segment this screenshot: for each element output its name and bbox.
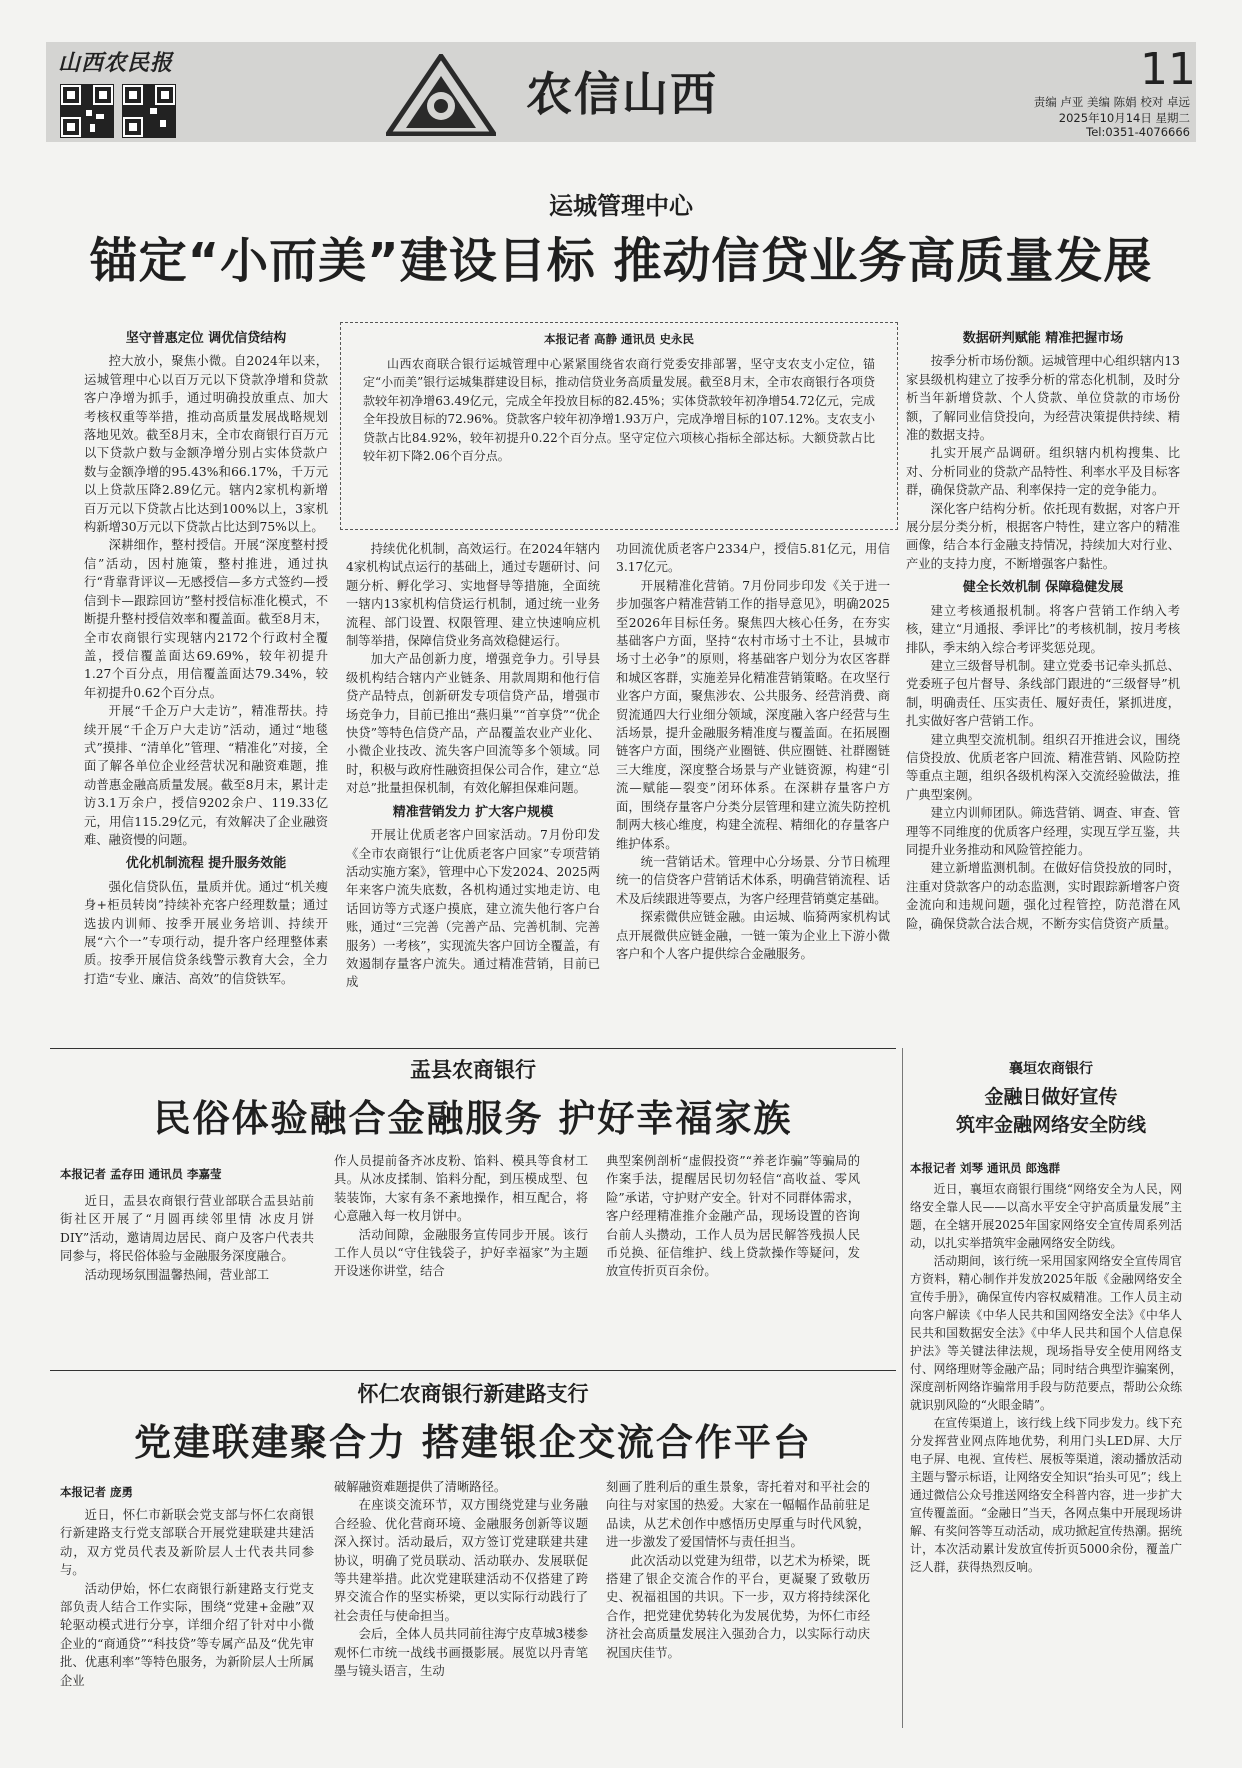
paragraph: 活动伊始，怀仁农商银行新建路支行党支部负责人结合工作实际，围绕“党建+金融”双轮驱动模式进行分享，详细介绍了针对中小微企业的“商通贷”“科技贷”等专属产品及“优先审批、优惠利率”等特色服务，为新阶层人士所属企业 — [60, 1581, 314, 1688]
paragraph: 建立考核通报机制。将客户营销工作纳入考核，建立“月通报、季评比”的考核机制，按月考核排队，季末纳入综合考评奖惩兑现。 — [906, 603, 1180, 655]
paragraph: 会后，全体人员共同前往海宁皮草城3楼参观怀仁市统一战线书画摄影展。展览以丹青笔墨与镜头语言，生动 — [334, 1627, 588, 1679]
paragraph: 控大放小，聚焦小微。自2024年以来，运城管理中心以百万元以下贷款净增和贷款客户净增为抓手，通过明确投放重点、加大考核权重等举措，推动高质量发展战略规划落地见效。截至8月末，全市农商银行百万元以下贷款户数与金额净增分别占实体贷款户数与金额净增的95.43%和66.17%，千万元以上贷款压降2.89亿元。辖内2家机构新增百万元以下贷款占比达到100%以上，3家机构新增30万元以下贷款占比达到75%以上。 — [84, 354, 328, 535]
story3-kicker: 怀仁农商银行新建路支行 — [357, 1381, 589, 1406]
paragraph: 刻画了胜利后的重生景象，寄托着对和平社会的向往与对家国的热爱。大家在一幅幅作品前驻足品读，从艺术创作中感悟历史厚重与时代风貌，进一步激发了爱国情怀与责任担当。 — [606, 1480, 870, 1550]
page-number: 11 — [1140, 44, 1196, 95]
story1-byline: 本报记者 高静 通讯员 史永民 — [543, 332, 694, 346]
paragraph: 破解融资难题提供了清晰路径。 — [334, 1480, 507, 1494]
issue-date: 2025年10月14日 星期二 — [1058, 111, 1190, 125]
qr-code-icon — [122, 84, 176, 138]
story3-column-2 — [334, 1478, 588, 1680]
section-divider — [50, 1048, 896, 1049]
paragraph: 开展让优质老客户回家活动。7月份印发《全市农商银行“让优质老客户回家”专项营销活动实施方案》，管理中心下发2024、2025两年来客户流失底数，各机构通过实地走访、电话回访等方式逐户摸底，建立流失他行客户台账，通过“三完善（完善产品、完善机制、完善服务）一考核”，实现流失客户回访全覆盖，有效遏制存量客户流失。通过精准营销，目前已成 — [346, 828, 600, 990]
subheading: 健全长效机制 保障稳健发展 — [962, 580, 1124, 596]
story1-headline: 锚定“小而美”建设目标 推动信贷业务高质量发展 — [89, 233, 1153, 289]
masthead — [46, 42, 1196, 142]
column-divider — [902, 1048, 903, 1728]
paragraph: 在宣传渠道上，该行线上线下同步发力。线下充分发挥营业网点阵地优势，利用门头LED屏、大厅电子屏、电视、宣传栏、展板等渠道，滚动播放活动主题与警示标语，让网络安全知识“抬头可见”；线上通过微信公众号推送网络安全科普内容，进一步扩大宣传覆盖面。“金融日”当天，各网点集中开展现场讲解、有奖问答等互动活动，成功掀起宣传热潮。据统计，本次活动累计发放宣传折页5000余份，覆盖广泛人群，获得热烈反响。 — [910, 1416, 1182, 1574]
contact-tel: Tel:0351-4076666 — [1086, 125, 1190, 139]
paragraph: 作人员提前备齐冰皮粉、馅料、模具等食材工具。从冰皮揉制、馅料分配，到压模成型、包装装饰，大家有条不紊地操作，相互配合，将心意融入每一枚月饼中。 — [334, 1154, 588, 1224]
paragraph: 扎实开展产品调研。组织辖内机构搜集、比对、分析同业的贷款产品特性、利率水平及目标客群，确保贷款产品、利率保持一定的竞争能力。 — [906, 446, 1180, 498]
story3-column-1 — [60, 1506, 314, 1690]
story4-headline-line-2: 筑牢金融网络安全防线 — [955, 1114, 1146, 1136]
story2-column-2 — [334, 1152, 588, 1281]
story1-column-4 — [906, 330, 1180, 933]
paragraph: 建立内训师团队。筛选营销、调查、审查、管理等不同维度的优质客户经理，实现互学互鉴，共同提升业务推动和风险管控能力。 — [906, 806, 1180, 857]
qr-code-icon — [60, 84, 114, 138]
paragraph: 深化客户结构分析。依托现有数据，对客户开展分层分类分析，根据客户特性，建立客户的精准画像，结合本行金融支持情况，持续加大对行业、产业的支持力度，不断增强客户黏性。 — [906, 501, 1180, 571]
story4-headline-line-1: 金融日做好宣传 — [984, 1086, 1118, 1108]
paragraph: 加大产品创新力度，增强竞争力。引导县级机构结合辖内产业链条、用款周期和他行信贷产品特点，创新研发专项信贷产品，增强市场竞争力，目前已推出“燕归巢”“首享贷”“优企快贷”等特色信贷产品，产品覆盖农业产业化、小微企业技改、流失客户回流等多个领域。同时，积极与政府性融资担保公司合作，建立“总对总”批量担保机制，有效化解担保难问题。 — [346, 652, 600, 796]
subheading: 坚守普惠定位 调优信贷结构 — [125, 331, 287, 346]
story4-byline: 本报记者 刘琴 通讯员 郎逸群 — [910, 1161, 1061, 1175]
paragraph: 统一营销话术。管理中心分场景、分节日梳理统一的信贷客户营销话术体系，明确营销流程、话术及后续跟进等要点，为客户经理营销奠定基础。 — [616, 854, 890, 906]
story2-byline: 本报记者 孟存田 通讯员 李嘉莹 — [60, 1167, 222, 1181]
story1-column-1 — [84, 330, 328, 988]
paragraph: 强化信贷队伍，量质并优。通过“机关瘦身+柜员转岗”持续补充客户经理数量；通过选拔内训师、按季开展业务培训、持续开展“六个一”专项行动，提升客户经理整体素质。按季开展信贷条线警示教育大会，全力打造“专业、廉洁、高效”的信贷铁军。 — [84, 879, 328, 986]
story3-byline: 本报记者 庞勇 — [60, 1485, 134, 1499]
subheading: 数据研判赋能 精准把握市场 — [962, 331, 1124, 346]
story4-kicker: 襄垣农商银行 — [1009, 1061, 1093, 1077]
story3-column-3 — [606, 1478, 870, 1662]
paragraph: 建立三级督导机制。建立党委书记牵头抓总、党委班子包片督导、条线部门跟进的“三级督导”机制，明确责任、压实责任、履好责任，紧抓进度，扎实做好客户营销工作。 — [906, 658, 1180, 729]
story1-kicker: 运城管理中心 — [549, 191, 693, 220]
story1-lead: 山西农商联合银行运城管理中心紧紧围绕省农商行党委安排部署，坚守支农支小定位，锚定“小而美”银行运城集群建设目标，推动信贷业务高质量发展。截至8月末，全市农商银行各项贷款较年初净增63.49亿元，完成全年投放目标的82.45%；实体贷款较年初净增54.72亿元，完成全年投放目标的72.96%。贷款客户较年初净增1.93万户，完成净增目标的107.12%。支农支小贷款占比84.92%，较年初提升0.22个百分点。坚守定位六项核心指标全部达标。大额贷款占比较年初下降2.06个百分点。 — [363, 357, 875, 464]
rural-credit-logo-icon — [386, 54, 496, 136]
section-divider — [50, 1370, 896, 1371]
section-title: 农信山西 — [526, 67, 718, 121]
paragraph: 探索微供应链金融。由运城、临猗两家机构试点开展微供应链金融，一链一策为企业上下游小微客户和个人客户提供综合金融服务。 — [616, 910, 890, 961]
subheading: 优化机制流程 提升服务效能 — [125, 856, 287, 872]
subheading: 精准营销发力 扩大客户规模 — [392, 804, 554, 820]
paper-name-logo: 山西农民报 — [58, 50, 174, 76]
paragraph: 活动期间，该行统一采用国家网络安全宣传周官方资料，精心制作并发放2025年版《金融网络安全宣传手册》，确保宣传内容权威精准。工作人员主动向客户解读《中华人民共和国网络安全法》《中华人民共和国数据安全法》《中华人民共和国个人信息保护法》等关键法律法规，现场指导安全使用网络支付、网络理财等金融产品；同时结合典型诈骗案例，深度剖析网络诈骗常用手段与防范要点，帮助公众练就识别风险的“火眼金睛”。 — [910, 1254, 1182, 1412]
paragraph: 活动现场氛围温馨热闹，营业部工 — [84, 1267, 270, 1282]
story2-column-1 — [60, 1192, 314, 1284]
paragraph: 活动间隙，金融服务宣传同步开展。该行工作人员以“守住钱袋子，护好幸福家”为主题开设迷你讲堂，结合 — [334, 1227, 588, 1279]
paragraph: 在座谈交流环节，双方围绕党建与业务融合经验、优化营商环境、金融服务创新等议题深入探讨。活动最后，双方签订党建联建共建协议，明确了党员联动、活动联办、发展联促等共建举措。此次党建联建活动不仅搭建了跨界交流合作的坚实桥梁，更以实际行动践行了社会责任与使命担当。 — [334, 1498, 588, 1623]
paragraph: 典型案例剖析“虚假投资”“养老诈骗”等骗局的作案手法，提醒居民切勿轻信“高收益、零风险”承诺，守护财产安全。针对不同群体需求，客户经理精准推介金融产品，现场设置的咨询台前人头攒动，工作人员为居民解答残损人民币兑换、征信维护、线上贷款操作等疑问，发放宣传折页百余份。 — [606, 1154, 860, 1279]
story4-body — [910, 1180, 1182, 1576]
story2-headline: 民俗体验融合金融服务 护好幸福家族 — [153, 1097, 793, 1140]
paragraph: 深耕细作，整村授信。开展“深度整村授信”活动，因村施策，整村推进，通过执行“背靠背评议—无感授信—多方式签约—授信到卡—跟踪回访”整村授信标准化模式，不断提升整村授信效率和覆盖面。截至8月末，全市农商银行实现辖内2172个行政村全覆盖，授信覆盖面达69.69%，较年初提升1.27个百分点，用信覆盖面达79.34%，较年初提升0.62个百分点。 — [84, 538, 328, 700]
paragraph: 按季分析市场份额。运城管理中心组织辖内13家县级机构建立了按季分析的常态化机制，及时分析当年新增贷款、个人贷款、单位贷款的市场份额，了解同业信贷投向，为经营决策提供持续、精准的数据支持。 — [906, 354, 1180, 443]
paragraph: 近日，怀仁市新联会党支部与怀仁农商银行新建路支行党支部联合开展党建联建共建活动，双方党员代表及新阶层人士代表共同参与。 — [60, 1508, 314, 1578]
paragraph: 建立新增监测机制。在做好信贷投放的同时，注重对贷款客户的动态监测，实时跟踪新增客户资金流向和违规问题，强化过程管控，防范潜在风险，确保贷款合法合规，不断夯实信贷资产质量。 — [906, 861, 1180, 931]
story2-column-3 — [606, 1152, 860, 1281]
paragraph: 此次活动以党建为纽带，以艺术为桥梁，既搭建了银企交流合作的平台，更凝聚了致敬历史、祝福祖国的共识。下一步，双方将持续深化合作，把党建优势转化为发展优势，为怀仁市经济社会高质量发展注入强劲合力，以实际行动庆祝国庆佳节。 — [606, 1553, 870, 1660]
paragraph: 近日，襄垣农商银行围绕“网络安全为人民，网络安全靠人民——以高水平安全守护高质量发展”主题，在全辖开展2025年国家网络安全宣传周系列活动，以扎实举措筑牢金融网络安全防线。 — [910, 1182, 1182, 1250]
paragraph: 建立典型交流机制。组织召开推进会议，围绕信贷投放、优质老客户回流、精准营销、风险防控等重点主题，组织各级机构深入交流经验做法，推广典型案例。 — [906, 732, 1180, 802]
story3-headline: 党建联建聚合力 搭建银企交流合作平台 — [134, 1421, 812, 1464]
story1-column-3 — [616, 540, 890, 963]
paragraph: 开展精准化营销。7月份同步印发《关于进一步加强客户精准营销工作的指导意见》，明确2025至2026年目标任务。聚焦四大核心任务，在夯实基础客户方面，坚持“农村市场寸土不让，县城市场寸土必争”的原则，将基础客户划分为农区客群和城区客群，实施差异化精准营销策略。在攻坚行业客户方面，聚焦涉农、公共服务、经营消费、商贸流通四大行业细分领域，深度融入客户经营与生活场景，提升金融服务精准度与覆盖面。在拓展圈链客户方面，围绕产业圈链、供应圈链、社群圈链三大维度，深度整合场景与产业链资源，构建“引流—赋能—裂变”闭环体系。在深耕存量客户方面，围绕存量客户分类分层管理和建立流失防控机制两大核心维度，构建全流程、精细化的存量客户维护体系。 — [616, 578, 890, 851]
story2-kicker: 盂县农商银行 — [410, 1057, 536, 1082]
story1-lead-box — [340, 322, 898, 530]
paragraph: 持续优化机制，高效运行。在2024年辖内4家机构试点运行的基础上，通过专题研讨、问题分析、孵化学习、实地督导等措施，全面统一辖内13家机构信贷运行机制，通过统一业务流程、部门设置、权限管理、建立快速响应机制等举措，保障信贷业务高效稳健运行。 — [346, 542, 600, 649]
story1-column-2 — [346, 540, 600, 992]
editors-line: 责编 卢亚 美编 陈娟 校对 卓远 — [1033, 95, 1190, 109]
paragraph: 近日，盂县农商银行营业部联合盂县站前街社区开展了“月圆再续邻里情 冰皮月饼DIY”活动，邀请周边居民、商户及客户代表共同参与，将民俗体验与金融服务深度融合。 — [60, 1194, 314, 1264]
paragraph: 功回流优质老客户2334户，授信5.81亿元，用信3.17亿元。 — [616, 542, 890, 575]
paragraph: 开展“千企万户大走访”，精准帮扶。持续开展“千企万户大走访”活动，通过“地毯式”摸排、“清单化”管理、“精准化”对接，全面了解各单位企业经营状况和融资难题，推动普惠金融高质量发展。截至8月末，累计走访3.1万余户，授信9202余户、119.33亿元，用信115.29亿元，有效解决了企业融资难、融资慢的问题。 — [84, 704, 328, 847]
